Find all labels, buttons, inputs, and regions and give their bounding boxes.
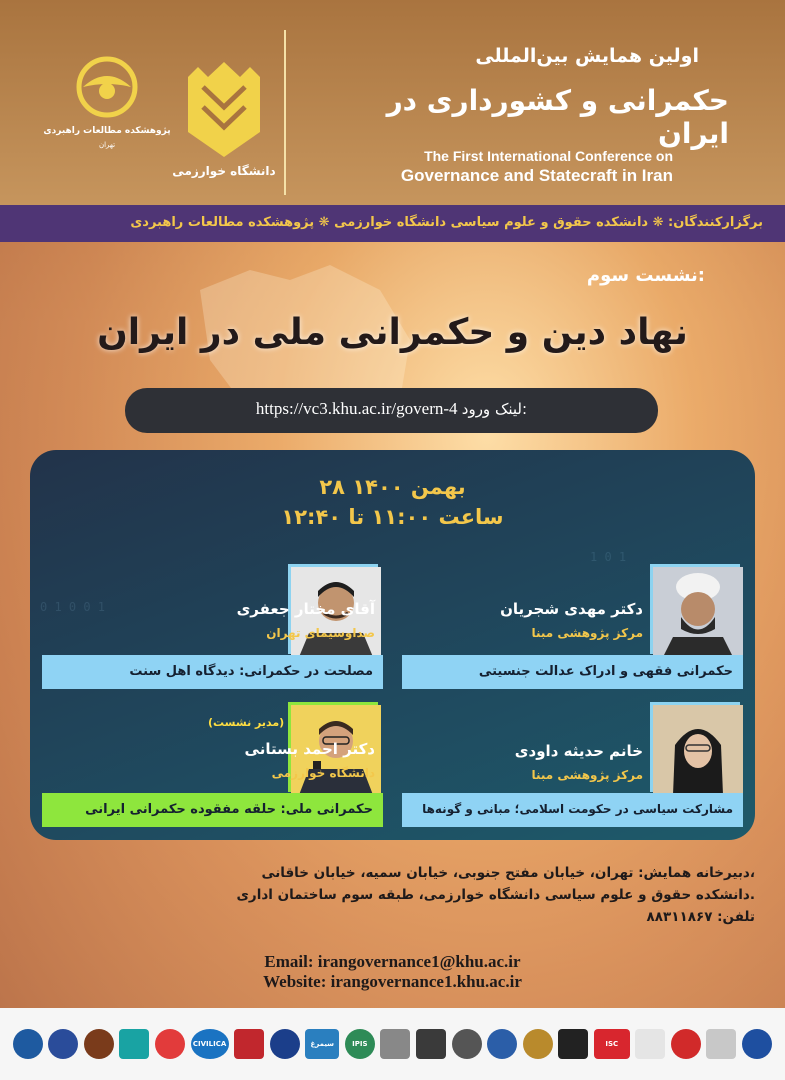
conference-title-en-1: The First International Conference on <box>424 148 673 164</box>
speaker-topic: حکمرانی ملی: حلقه مفقوده حکمرانی ایرانی <box>42 793 383 827</box>
sponsor-logo-icon <box>48 1029 78 1059</box>
speaker-org: صداوسیمای تهران <box>266 626 375 640</box>
svg-text:تهران: تهران <box>98 141 116 149</box>
sponsor-logo-icon <box>84 1029 114 1059</box>
speaker-name: دکتر مهدی شجریان <box>500 600 643 618</box>
speaker-org: مرکز پژوهشی مبنا <box>531 768 643 782</box>
sponsor-logo-icon <box>234 1029 264 1059</box>
sponsor-logo-icon <box>706 1029 736 1059</box>
svg-text:پژوهشکده مطالعات راهبردی: پژوهشکده مطالعات راهبردی <box>43 126 171 136</box>
speaker-org: مرکز پژوهشی مبنا <box>531 626 643 640</box>
speaker-topic: مشارکت سیاسی در حکومت اسلامی؛ مبانی و گونه‌ها <box>402 793 743 827</box>
header-band <box>0 0 785 205</box>
sponsor-logo-icon <box>155 1029 185 1059</box>
join-link-label: لینک ورود: <box>461 400 528 418</box>
conference-title: حکمرانی و کشورداری در ایران <box>386 84 729 150</box>
header-divider <box>284 30 286 195</box>
sponsor-logo-icon <box>671 1029 701 1059</box>
sponsor-logo-icon <box>487 1029 517 1059</box>
avatar-icon <box>653 705 743 795</box>
sponsor-logo-simorgh: سیمرغ <box>305 1029 339 1059</box>
moderator-tag: (مدیر نشست) <box>208 716 285 729</box>
sponsor-logo-icon <box>416 1029 446 1059</box>
join-link-url[interactable]: https://vc3.khu.ac.ir/govern-4 <box>255 399 458 418</box>
speaker-photo <box>650 564 740 654</box>
speaker-name: آقای مختار جعفری <box>236 600 375 618</box>
speaker-name: دکتر احمد بستانی <box>244 740 375 758</box>
sponsor-logo-icon <box>270 1029 300 1059</box>
sponsor-logo-isc: ISC <box>594 1029 630 1059</box>
phone-number: تلفن: ۸۸۳۱۱۸۶۷ <box>646 909 755 925</box>
sponsor-logos-bar <box>0 1008 785 1080</box>
avatar-icon <box>653 567 743 657</box>
conference-title-en-2: Governance and Statecraft in Iran <box>400 166 673 185</box>
session-time: ساعت ۱۱:۰۰ تا ۱۲:۴۰ <box>281 505 504 529</box>
sponsor-logo-icon <box>742 1029 772 1059</box>
conference-subtitle: اولین همایش بین‌المللی <box>475 45 699 67</box>
sponsor-logo-icon <box>523 1029 553 1059</box>
contact-website[interactable]: Website: irangovernance1.khu.ac.ir <box>263 972 522 991</box>
sponsor-logo-icon <box>380 1029 410 1059</box>
secretariat-address <box>35 862 755 928</box>
speaker-org: دانشگاه خوارزمی <box>271 766 375 780</box>
kharazmi-university-logo-icon <box>172 62 276 180</box>
session-label: نشست سوم: <box>586 265 705 286</box>
sponsor-logo-icon <box>452 1029 482 1059</box>
sponsor-logo-icon <box>119 1029 149 1059</box>
join-link[interactable] <box>125 388 658 433</box>
speaker-name: خانم حدیثه داودی <box>514 742 643 760</box>
sponsor-logo-icon <box>13 1029 43 1059</box>
session-date: ۲۸ بهمن ۱۴۰۰ <box>319 475 466 499</box>
session-details-panel <box>30 450 755 840</box>
binary-decoration: 1 0 1 <box>590 550 627 564</box>
session-title: نهاد دین و حکمرانی ملی در ایران <box>97 312 688 353</box>
speaker-topic: مصلحت در حکمرانی: دیدگاه اهل سنت <box>42 655 383 689</box>
sponsor-logo-icon <box>558 1029 588 1059</box>
speaker-topic: حکمرانی فقهی و ادراک عدالت جنسیتی <box>402 655 743 689</box>
contact-email[interactable]: Email: irangovernance1@khu.ac.ir <box>264 952 521 971</box>
svg-text:دانشگاه خوارزمی: دانشگاه خوارزمی <box>172 164 276 178</box>
sponsor-logo-ipis: IPIS <box>345 1029 375 1059</box>
organizers-band: برگزارکنندگان: ❋ دانشکده حقوق و علوم سیاسی دانشگاه خوارزمی ❋ پژوهشکده مطالعات راهبردی <box>0 205 785 242</box>
sponsor-logo-icon <box>635 1029 665 1059</box>
speaker-photo <box>650 702 740 792</box>
binary-decoration: 0 1 0 0 1 <box>40 600 106 614</box>
sponsor-logo-civilica: CIVILICA <box>191 1029 229 1059</box>
strategic-studies-logo-icon <box>43 55 171 155</box>
address-line-2: دانشکده حقوق و علوم سیاسی دانشگاه خوارزمی، طبقه سوم ساختمان اداری. <box>236 887 755 903</box>
address-line-1: دبیرخانه همایش: تهران، خیابان مفتح جنوبی، خیابان سمیه، خیابان خاقانی، <box>261 865 755 881</box>
